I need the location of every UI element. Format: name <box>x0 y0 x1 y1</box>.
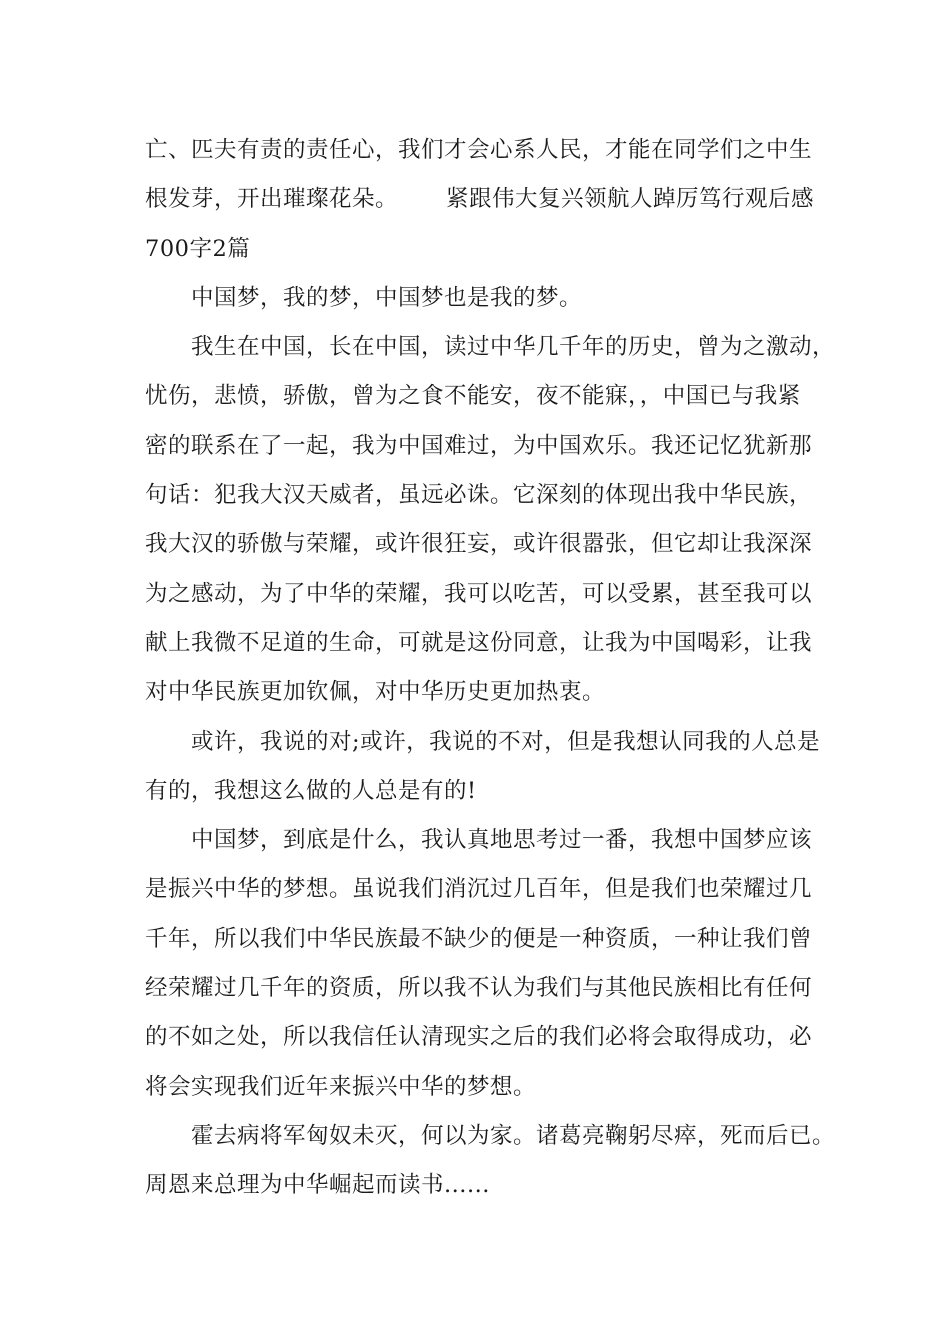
article-title: 紧跟伟大复兴领航人踔厉笃行观后感 <box>446 186 815 213</box>
text-line: 为之感动，为了中华的荣耀，我可以吃苦，可以受累，甚至我可以 <box>145 580 813 607</box>
text-line: 是振兴中华的梦想。虽说我们消沉过几百年，但是我们也荣耀过几 <box>145 876 813 903</box>
text-line: 将会实现我们近年来振兴中华的梦想。 <box>145 1073 537 1100</box>
article-title-continued: 700字2篇 <box>145 235 251 262</box>
text-line: 献上我微不足道的生命，可就是这份同意，让我为中国喝彩，让我 <box>145 629 813 656</box>
paragraph-line: 中国梦，到底是什么，我认真地思考过一番，我想中国梦应该 <box>191 827 813 854</box>
text-line: 周恩来总理为中华崛起而读书...... <box>145 1172 490 1199</box>
text-line: 亡、匹夫有责的责任心，我们才会心系人民，才能在同学们之中生 <box>145 137 813 163</box>
text-span: 根发芽，开出璀璨花朵。 <box>145 186 399 213</box>
paragraph-line: 霍去病将军匈奴未灭，何以为家。诸葛亮鞠躬尽瘁，死而后已。 <box>191 1122 836 1149</box>
text-line: 经荣耀过几千年的资质，所以我不认为我们与其他民族相比有任何 <box>145 975 813 1002</box>
paragraph-line: 或许，我说的对;或许，我说的不对，但是我想认同我的人总是 <box>191 728 821 755</box>
paragraph-line: 中国梦，我的梦，中国梦也是我的梦。 <box>191 284 583 311</box>
text-line: 我大汉的骄傲与荣耀，或许很狂妄，或许很嚣张，但它却让我深深 <box>145 531 813 558</box>
paragraph-line: 我生在中国，长在中国，读过中华几千年的历史，曾为之激动， <box>191 334 836 361</box>
document-body <box>145 126 836 1211</box>
text-line: 密的联系在了一起，我为中国难过，为中国欢乐。我还记忆犹新那 <box>145 432 813 459</box>
text-line: 千年，所以我们中华民族最不缺少的便是一种资质，一种让我们曾 <box>145 925 813 952</box>
text-line: 有的，我想这么做的人总是有的! <box>145 777 477 804</box>
text-line: 的不如之处，所以我信任认清现实之后的我们必将会取得成功，必 <box>145 1024 813 1051</box>
text-line: 句话：犯我大汉天威者，虽远必诛。它深刻的体现出我中华民族， <box>145 482 813 509</box>
text-line: 对中华民族更加钦佩，对中华历史更加热衷。 <box>145 679 606 706</box>
text-line: 忧伤，悲愤，骄傲，曾为之食不能安，夜不能寐，，中国已与我紧 <box>145 383 801 410</box>
text-line <box>145 175 825 224</box>
